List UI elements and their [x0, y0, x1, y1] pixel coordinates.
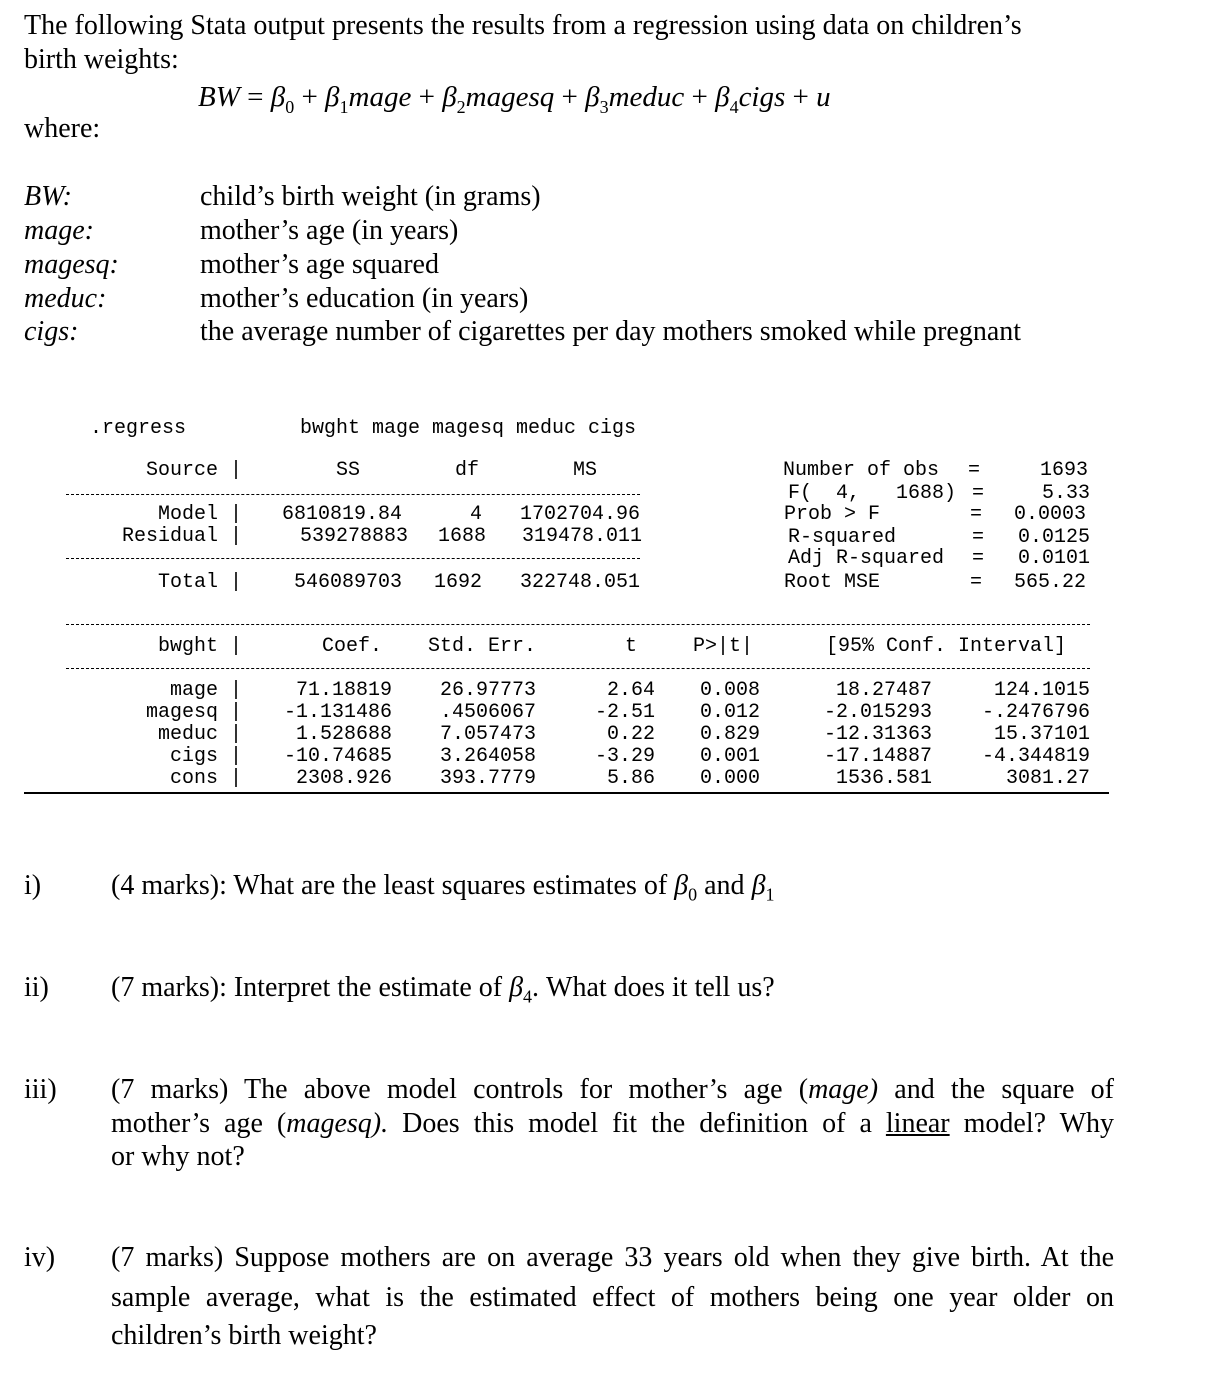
stat-eq-f: =: [972, 482, 985, 505]
coef-se-cigs: 3.264058: [439, 745, 536, 768]
coef-var-cigs: cigs |: [169, 745, 242, 768]
stat-label-adjrsq: Adj R-squared: [788, 547, 945, 570]
question-4-line-1: (7 marks) Suppose mothers are on average 33 years old when they give birth. At the: [111, 1242, 1114, 1273]
question-3-number: iii): [24, 1074, 57, 1105]
stat-eq-nobs: =: [968, 459, 981, 482]
def-desc-magesq: mother’s age squared: [200, 249, 439, 280]
anova-header-df: df: [455, 459, 480, 482]
anova-source-total: Total |: [157, 571, 242, 594]
coef-p-cigs: 0.001: [699, 745, 760, 768]
anova-source-model: Model |: [157, 503, 242, 526]
intro-line-2: birth weights:: [24, 44, 179, 75]
coef-t-magesq: -2.51: [594, 701, 655, 724]
anova-divider-1: [66, 494, 640, 495]
coef-var-meduc: meduc |: [157, 723, 242, 746]
coef-cilo-mage: 18.27487: [835, 679, 932, 702]
stat-value-rsq: 0.0125: [1017, 526, 1090, 549]
coef-value-cigs: -10.74685: [283, 745, 392, 768]
stat-value-rmse: 565.22: [1013, 571, 1086, 594]
stat-value-nobs: 1693: [1039, 459, 1088, 482]
coef-header-ci: [95% Conf. Interval]: [826, 635, 1067, 658]
coef-t-meduc: 0.22: [606, 723, 655, 746]
coef-value-mage: 71.18819: [295, 679, 392, 702]
anova-header-source: Source |: [145, 459, 242, 482]
coef-t-cons: 5.86: [606, 767, 655, 790]
stat-label-rsq: R-squared: [788, 526, 897, 549]
coef-var-magesq: magesq |: [145, 701, 242, 724]
def-term-magesq: magesq:: [24, 249, 119, 280]
question-4-line-3: children’s birth weight?: [111, 1320, 377, 1351]
question-4-line-2: sample average, what is the estimated effect of mothers being one year older on: [111, 1282, 1114, 1313]
anova-ss-residual: 539278883: [299, 525, 408, 548]
coef-divider-top: [66, 624, 1090, 625]
stat-label-nobs: Number of obs: [783, 459, 940, 482]
anova-df-residual: 1688: [437, 525, 486, 548]
coef-p-magesq: 0.012: [699, 701, 760, 724]
stat-value-probf: 0.0003: [1013, 503, 1086, 526]
stat-label-rmse: Root MSE: [784, 571, 881, 594]
anova-divider-2: [66, 558, 640, 559]
def-desc-cigs: the average number of cigarettes per day mothers smoked while pregnant: [200, 316, 1022, 347]
anova-header-ss: SS: [336, 459, 361, 482]
def-desc-mage: mother’s age (in years): [200, 215, 459, 246]
stat-value-f: 5.33: [1041, 482, 1090, 505]
coef-p-cons: 0.000: [699, 767, 760, 790]
question-2-text: (7 marks): Interpret the estimate of $\beta_4$. What does it tell us?: [111, 972, 775, 1007]
coef-value-cons: 2308.926: [295, 767, 392, 790]
table-bottom-rule: [24, 792, 1109, 794]
coef-var-mage: mage |: [169, 679, 242, 702]
coef-header-var: bwght |: [157, 635, 242, 658]
coef-p-mage: 0.008: [699, 679, 760, 702]
question-3-line-1: (7 marks) The above model controls for mother’s age (mage) and the square of: [111, 1074, 1114, 1105]
coef-header-t: t: [625, 635, 638, 658]
coef-header-coef: Coef.: [322, 635, 383, 658]
def-term-mage: mage:: [24, 215, 94, 246]
coef-cihi-cons: 3081.27: [1005, 767, 1090, 790]
coef-se-meduc: 7.057473: [439, 723, 536, 746]
regression-equation: BW = $\beta_0$ + $\beta_1mage$ + $\beta_2magesq$ + $\beta_3meduc$ + $\beta_4cigs + u$: [198, 81, 831, 117]
coef-cihi-cigs: -4.344819: [981, 745, 1090, 768]
anova-ss-total: 546089703: [293, 571, 402, 594]
coef-se-mage: 26.97773: [439, 679, 536, 702]
coef-se-cons: 393.7779: [439, 767, 536, 790]
question-2-number: ii): [24, 972, 49, 1003]
stat-label-f: F( 4, 1688): [788, 482, 957, 505]
coef-p-meduc: 0.829: [699, 723, 760, 746]
stata-command: .regress: [90, 417, 187, 440]
coef-cihi-mage: 124.1015: [993, 679, 1090, 702]
coef-se-magesq: .4506067: [439, 701, 536, 724]
def-term-cigs: cigs:: [24, 316, 79, 347]
question-3-line-3: or why not?: [111, 1141, 245, 1172]
stat-eq-rsq: =: [972, 526, 985, 549]
def-term-bw: BW:: [24, 181, 72, 212]
question-3-line-2: mother’s age (magesq). Does this model fit the definition of a linear model? Why: [111, 1108, 1114, 1139]
stat-label-probf: Prob > F: [784, 503, 881, 526]
stat-eq-adjrsq: =: [972, 547, 985, 570]
anova-source-residual: Residual |: [121, 525, 242, 548]
coef-t-cigs: -3.29: [594, 745, 655, 768]
anova-df-total: 1692: [433, 571, 482, 594]
coef-var-cons: cons |: [169, 767, 242, 790]
where-label: where:: [24, 113, 101, 144]
coef-value-meduc: 1.528688: [295, 723, 392, 746]
anova-df-model: 4: [469, 503, 482, 526]
question-1-number: i): [24, 870, 42, 901]
anova-ms-total: 322748.051: [519, 571, 640, 594]
stat-eq-rmse: =: [970, 571, 983, 594]
question-1-text: (4 marks): What are the least squares estimates of $\beta_0$ and $\beta_1$: [111, 870, 775, 905]
coef-t-mage: 2.64: [606, 679, 655, 702]
coef-value-magesq: -1.131486: [283, 701, 392, 724]
intro-line-1: The following Stata output presents the results from a regression using data on children’s: [24, 10, 1022, 41]
stat-value-adjrsq: 0.0101: [1017, 547, 1090, 570]
def-term-meduc: meduc:: [24, 283, 107, 314]
stata-vars: bwght mage magesq meduc cigs: [300, 417, 637, 440]
question-4-number: iv): [24, 1242, 56, 1273]
coef-cilo-meduc: -12.31363: [823, 723, 932, 746]
coef-header-se: Std. Err.: [428, 635, 537, 658]
stat-eq-probf: =: [970, 503, 983, 526]
coef-cilo-cigs: -17.14887: [823, 745, 932, 768]
coef-divider-mid: [66, 668, 1090, 669]
anova-header-ms: MS: [573, 459, 598, 482]
coef-header-p: P>|t|: [693, 635, 754, 658]
coef-cilo-magesq: -2.015293: [823, 701, 932, 724]
coef-cihi-magesq: -.2476796: [981, 701, 1090, 724]
coef-cihi-meduc: 15.37101: [993, 723, 1090, 746]
coef-cilo-cons: 1536.581: [835, 767, 932, 790]
anova-ss-model: 6810819.84: [281, 503, 402, 526]
anova-ms-model: 1702704.96: [519, 503, 640, 526]
def-desc-meduc: mother’s education (in years): [200, 283, 529, 314]
def-desc-bw: child’s birth weight (in grams): [200, 181, 541, 212]
anova-ms-residual: 319478.011: [521, 525, 642, 548]
